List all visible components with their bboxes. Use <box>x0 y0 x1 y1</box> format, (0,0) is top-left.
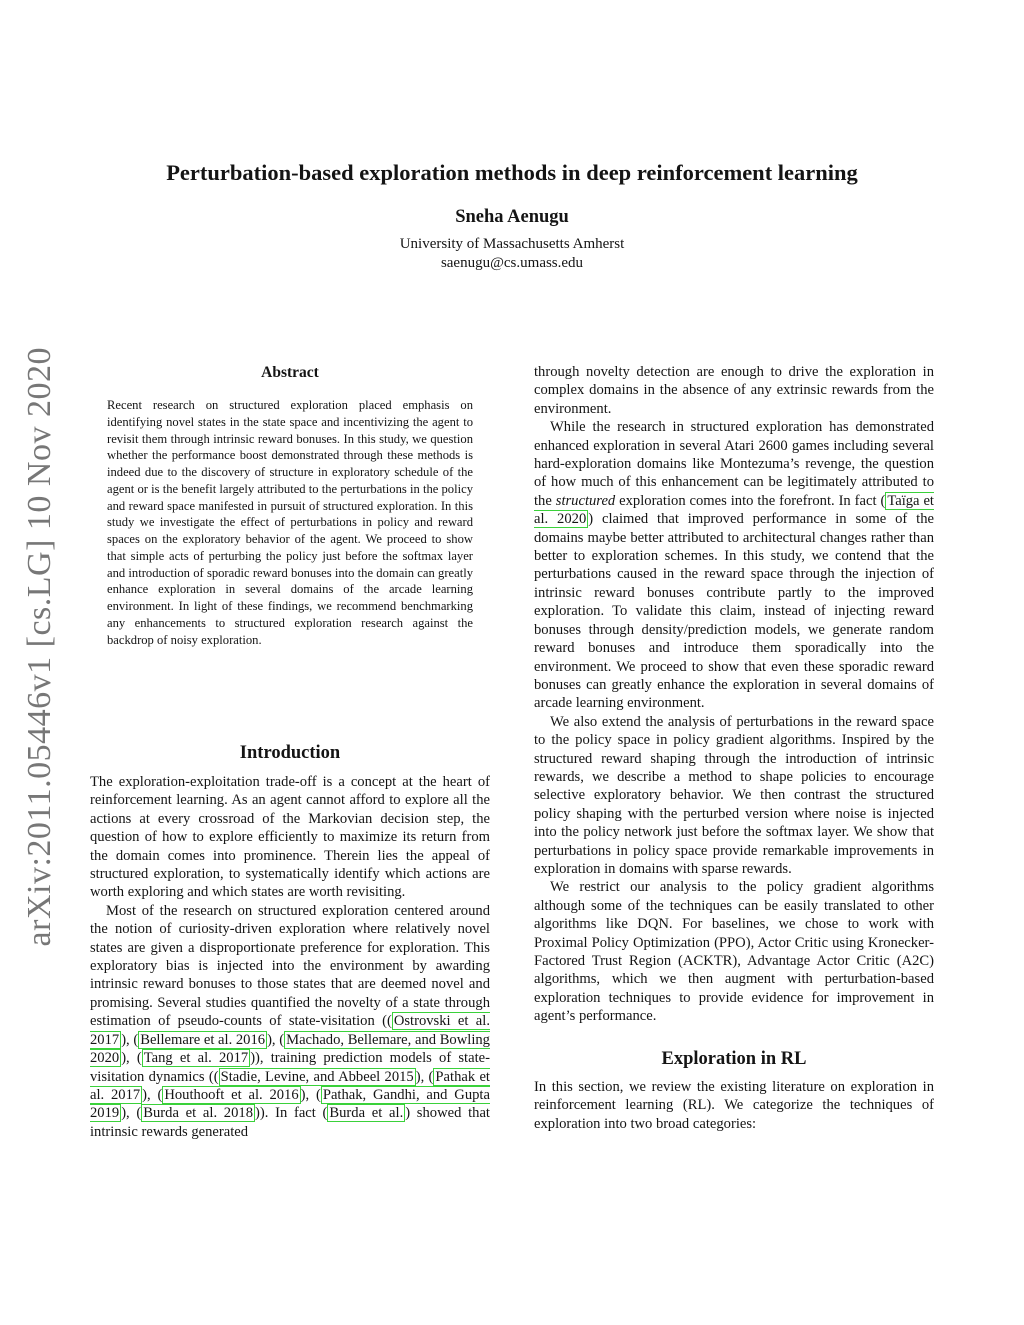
citation-machado[interactable]: Machado, Bellemare, and Bowling 2020 <box>90 1031 490 1067</box>
citation-pathak[interactable]: Pathak et al. 2017 <box>90 1068 490 1103</box>
exploration-heading: Exploration in RL <box>661 1048 807 1069</box>
right-paragraph-3: We also extend the analysis of perturbations in the reward space to the policy space in policy gradient algorithms. Inspired by the structured reward shaping through the introduction of intrinsic rewards, we describe a method to shape policies to encourage selective exploratory behavior. We then contrast the structured policy shaping with the perturbed version where noise is injected into the policy network just before the softmax layer. We show that perturbations in policy space provide remarkable improvements in exploration in domains with sparse rewards. <box>534 713 934 877</box>
paper-title: Perturbation-based exploration methods in deep reinforcement learning <box>166 160 858 185</box>
sep-10: ) showed that intrinsic rewards generated <box>90 1105 490 1140</box>
right-p2-c: ) claimed that improved performance in some of the domains maybe better attributed to architectural changes rather than better to exploration schemes. In this study, we contend that the perturbations caused in the reward space through the injection of intrinsic reward bonuses contribute partly to the improved exploration. To validate this claim, instead of injecting reward bonuses through density/prediction models, we generate random reward bonuses and introduce them sporadically into the environment. We proceed to show that even these sporadic reward bonuses can greatly enhance the exploration in several domains of arcade learning environment. <box>534 511 934 712</box>
citation-stadie[interactable]: Stadie, Levine, and Abbeel 2015 <box>220 1068 414 1085</box>
intro-paragraph-1: The exploration-exploitation trade-off is a concept at the heart of reinforcement learning. As an agent cannot afford to explore all the actions at every crossroad of the Markovian decision step, the question of how to explore efficiently to maximize its return from the domain comes into prominence. Therein lies the appeal of structured exploration, to systematically identify which actions are worth exploring and which states are worth revisiting. <box>90 774 490 901</box>
right-paragraph-4: We restrict our analysis to the policy gradient algorithms although some of the techniques can be easily translated to other algorithms like DQN. For baselines, we chose to work with Proximal Policy Optimization (PPO), Actor Critic using Kronecker-Factored Trust Region (ACKTR), Advantage Actor Critic (A2C) algorithms, which we then augment with perturbation-based exploration techniques to provide evidence for improvement in agent’s performance. <box>534 879 934 1025</box>
sep-4: )), training prediction models of state-visitation dynamics (( <box>90 1050 490 1085</box>
right-p2-emphasis: structured <box>555 492 616 509</box>
right-p2-a: While the research in structured exploration has demonstrated enhanced exploration in several Atari 2600 games including several hard-exploration domains like Montezuma’s revenge, the question of how much of this enhancement can be legitimately attributed to the <box>534 419 934 509</box>
sep-8: ), ( <box>121 1105 142 1122</box>
introduction-heading: Introduction <box>239 743 341 763</box>
introduction-body <box>90 773 490 1141</box>
citation-ostrovski[interactable]: Ostrovski et al. 2017 <box>90 1013 490 1048</box>
right-column <box>534 363 934 1133</box>
citation-tang[interactable]: Tang et al. 2017 <box>143 1050 249 1067</box>
citation-pathak-gandhi[interactable]: Pathak, Gandhi, and Gupta 2019 <box>90 1086 490 1122</box>
arxiv-stamp-text: arXiv:2011.05446v1 [cs.LG] 10 Nov 2020 <box>21 347 58 947</box>
sep-1: ), ( <box>121 1031 139 1048</box>
sep-2: ), ( <box>267 1031 285 1048</box>
citation-houthooft[interactable]: Houthooft et al. 2016 <box>164 1086 299 1103</box>
citation-burda-2018[interactable]: Burda et al. 2018 <box>143 1105 253 1122</box>
author-email[interactable]: saenugu@cs.umass.edu <box>440 255 584 271</box>
arxiv-stamp <box>10 347 70 947</box>
right-paragraph-5: In this section, we review the existing literature on exploration in reinforcement learning (RL). We categorize the techniques of exploration into two broad categories: <box>534 1079 934 1132</box>
right-paragraph-2 <box>534 418 934 713</box>
intro-p2-text: Most of the research on structured exploration centered around the notion of curiosity-driven exploration where relatively novel states are given a disproportionate preference for exploration. This exploratory bias is injected into the environment by awarding intrinsic reward bonuses to those states that are deemed novel and promising. Several studies quantified the novelty of a state through estimation of pseudo-counts of state-visitation (( <box>90 902 490 1030</box>
author-affiliation-block <box>0 235 1024 273</box>
citation-burda[interactable]: Burda et al. <box>329 1105 404 1122</box>
sep-7: ), ( <box>300 1086 321 1103</box>
sep-5: ), ( <box>415 1068 434 1085</box>
introduction-section <box>90 743 490 1141</box>
right-paragraph-1: through novelty detection are enough to drive the exploration in complex domains in the absence of any extrinsic rewards from the environment. <box>534 364 934 417</box>
author-affiliation: University of Massachusetts Amherst <box>399 236 625 252</box>
citation-bellemare[interactable]: Bellemare et al. 2016 <box>140 1031 266 1048</box>
sep-3: ), ( <box>121 1050 142 1067</box>
abstract-text: Recent research on structured exploration placed emphasis on identifying novel states in the state space and incentivizing the agent to revisit them through intrinsic reward bonuses. In this study, we question whether the performance boost demonstrated through these methods is indeed due to the discovery of structure in exploratory schedule of the agent or is the benefit largely attributed to the perturbations in the policy and reward space manifested in pursuit of structured exploration. In this study we investigate the effect of perturbations in policy and reward spaces on the exploratory behavior of the agent. We proceed to show that simple acts of perturbing the policy just before the softmax layer and introduction of sporadic reward bonuses into the domain can greatly enhance exploration in several domains of the arcade learning environment. In light of these findings, we recommend benchmarking any enhancements to structured exploration research against the backdrop of noisy exploration. <box>107 398 473 647</box>
author-name: Sneha Aenugu <box>455 207 569 227</box>
sep-6: ), ( <box>142 1086 163 1103</box>
sep-9: )). In fact ( <box>255 1105 328 1122</box>
abstract-heading: Abstract <box>261 364 319 381</box>
citation-taiga[interactable]: Taïga et al. 2020 <box>534 492 934 528</box>
intro-paragraph-2 <box>90 902 490 1141</box>
right-p2-b: exploration comes into the forefront. In fact ( <box>615 492 886 509</box>
